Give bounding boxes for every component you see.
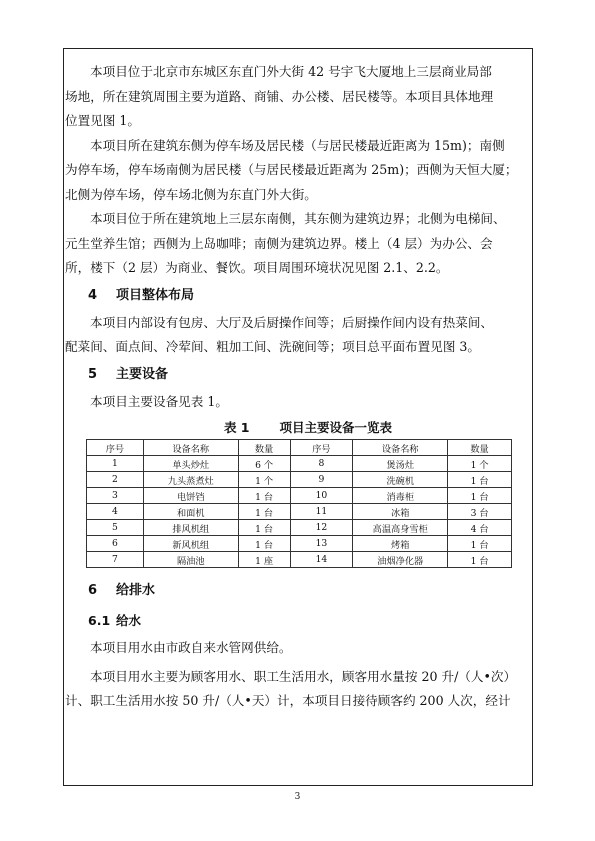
table-cell: 11 — [290, 504, 353, 520]
section-5-heading: 5 主要设备 — [88, 366, 169, 382]
table-cell: 4 台 — [448, 520, 512, 536]
table-cell: 3 — [87, 488, 144, 504]
table-cell: 1 个 — [448, 456, 512, 472]
section-5-text: 本项目主要设备见表 1。 — [90, 393, 228, 409]
table-cell: 1 — [87, 456, 144, 472]
table-cell: 煲汤灶 — [353, 456, 448, 472]
table-header-row — [87, 440, 512, 456]
table-cell: 1 座 — [238, 552, 290, 568]
table-cell: 1 台 — [448, 472, 512, 488]
table-cell: 电饼铛 — [143, 488, 238, 504]
header-name-2: 设备名称 — [353, 440, 448, 456]
table-cell: 4 — [87, 504, 144, 520]
table-cell: 和面机 — [143, 504, 238, 520]
table-caption: 表 1 项目主要设备一览表 — [223, 420, 393, 435]
header-qty-2: 数量 — [448, 440, 512, 456]
table-cell: 冰箱 — [353, 504, 448, 520]
table-cell: 5 — [87, 520, 144, 536]
table-cell: 高温高身雪柜 — [353, 520, 448, 536]
table-cell: 1 台 — [238, 536, 290, 552]
section-6-1-heading: 6.1 给水 — [88, 613, 142, 628]
table-cell: 排风机组 — [143, 520, 238, 536]
table-cell: 九头蒸煮灶 — [143, 472, 238, 488]
section-4-text: 本项目内部设有包房、大厅及后厨操作间等；后厨操作间内设有热菜间、 配菜间、面点间、冷荤间、粗加工间、洗碗间等；项目总平面布置见图 3。 — [65, 314, 493, 354]
table-cell: 8 — [290, 456, 353, 472]
paragraph-surroundings: 本项目所在建筑东侧为停车场及居民楼（与居民楼最近距离为 15m)；南侧 为停车场，停车场南侧为居民楼（与居民楼最近距离为 25m)；西侧为天恒大厦； 北侧为停车场，停车场北侧为东直门外大街。 — [65, 137, 518, 202]
table-cell: 隔油池 — [143, 552, 238, 568]
table-cell: 1 台 — [448, 552, 512, 568]
section-4-heading: 4 项目整体布局 — [88, 287, 195, 303]
table-cell: 3 台 — [448, 504, 512, 520]
header-no: 序号 — [87, 440, 144, 456]
table-cell: 1 台 — [448, 488, 512, 504]
section-6-1-text-2: 本项目用水主要为顾客用水、职工生活用水，顾客用水量按 20 升/（人•次） 计、职工生活用水按 50 升/（人•天）计，本项目日接待顾客约 200 人次，经计 — [65, 668, 517, 708]
table-cell: 新风机组 — [143, 536, 238, 552]
table-cell: 12 — [290, 520, 353, 536]
table-row — [87, 472, 512, 488]
table-cell: 油烟净化器 — [353, 552, 448, 568]
section-6-heading: 6 给排水 — [88, 583, 156, 598]
table-row — [87, 488, 512, 504]
paragraph-position: 本项目位于所在建筑地上三层东南侧，其东侧为建筑边界；北侧为电梯间、 元生堂养生馆；西侧为上岛咖啡；南侧为建筑边界。楼上（4 层）为办公、会 所，楼下（2 层）为商业、餐饮。项目周围环境状况见图 2.1、2.2。 — [65, 211, 506, 275]
table-row — [87, 504, 512, 520]
table-cell: 1 个 — [238, 472, 290, 488]
table-cell: 10 — [290, 488, 353, 504]
table-cell: 洗碗机 — [353, 472, 448, 488]
header-name: 设备名称 — [143, 440, 238, 456]
table-cell: 烤箱 — [353, 536, 448, 552]
table-cell: 单头炒灶 — [143, 456, 238, 472]
section-6-1-text: 本项目用水由市政自来水管网供给。 — [90, 640, 292, 655]
header-no-2: 序号 — [290, 440, 353, 456]
table-cell: 14 — [290, 552, 353, 568]
table-cell: 6 — [87, 536, 144, 552]
document-body — [65, 60, 526, 714]
table-cell: 9 — [290, 472, 353, 488]
table-cell: 1 台 — [448, 536, 512, 552]
table-row — [87, 520, 512, 536]
table-cell: 2 — [87, 472, 144, 488]
equipment-table — [86, 439, 512, 568]
header-qty: 数量 — [238, 440, 290, 456]
table-cell: 1 台 — [238, 504, 290, 520]
table-row — [87, 552, 512, 568]
paragraph-location: 本项目位于北京市东城区东直门外大街 42 号宇飞大厦地上三层商业局部 场地，所在建筑周围主要为道路、商铺、办公楼、居民楼等。本项目具体地理 位置见图 1。 — [65, 64, 494, 128]
table-row — [87, 456, 512, 472]
table-cell: 1 台 — [238, 520, 290, 536]
table-row — [87, 536, 512, 552]
table-cell: 7 — [87, 552, 144, 568]
page-number: 3 — [294, 792, 301, 802]
table-cell: 6 个 — [238, 456, 290, 472]
table-cell: 13 — [290, 536, 353, 552]
table-cell: 消毒柜 — [353, 488, 448, 504]
table-cell: 1 台 — [238, 488, 290, 504]
